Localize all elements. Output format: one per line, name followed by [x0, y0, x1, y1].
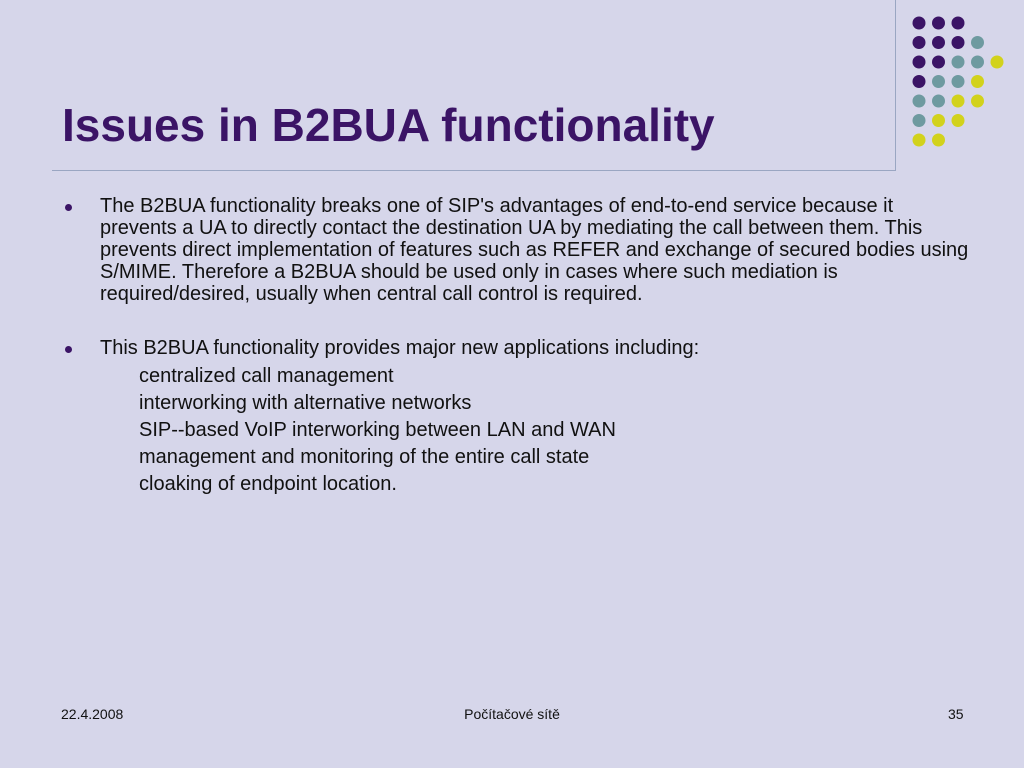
decorative-dot: [952, 114, 965, 127]
sub-list-item: centralized call management: [139, 365, 394, 387]
decorative-dot: [913, 75, 926, 88]
sub-list-item: interworking with alternative networks: [139, 392, 472, 414]
decorative-dot: [971, 75, 984, 88]
decorative-dot: [913, 114, 926, 127]
bullet-item: [60, 337, 970, 359]
decorative-dot: [932, 95, 945, 108]
vertical-divider: [895, 0, 896, 170]
bullet-icon: [65, 204, 72, 211]
decorative-dot: [952, 17, 965, 30]
sub-list-item: SIP--based VoIP interworking between LAN and WAN: [139, 419, 616, 441]
decorative-dot: [932, 134, 945, 147]
decorative-dot: [991, 56, 1004, 69]
slide-body: [60, 195, 970, 498]
page-number: 35: [948, 706, 964, 722]
decorative-dot: [913, 17, 926, 30]
decorative-dot: [971, 56, 984, 69]
decorative-dot: [932, 114, 945, 127]
decorative-dot: [932, 17, 945, 30]
bullet-icon: [65, 346, 72, 353]
decorative-dot: [913, 134, 926, 147]
decorative-dot: [913, 56, 926, 69]
bullet-item: [60, 195, 970, 305]
decorative-dot: [952, 56, 965, 69]
footer-date: 22.4.2008: [61, 706, 124, 722]
decorative-dot: [971, 95, 984, 108]
slide-title: Issues in B2BUA functionality: [62, 99, 715, 151]
decorative-dot: [971, 36, 984, 49]
sub-list-item: management and monitoring of the entire call state: [139, 446, 590, 468]
title-underline: [52, 170, 896, 171]
footer-title: Počítačové sítě: [464, 706, 560, 722]
decorative-dot: [913, 36, 926, 49]
decorative-dot: [932, 36, 945, 49]
bullet-text: This B2BUA functionality provides major new applications including:: [100, 337, 700, 359]
bullet-text: The B2BUA functionality breaks one of SIP's advantages of end-to-end service because it prevents a UA to directly contact the destination UA by mediating the call between them. This prevents direct implementation of features such as REFER and exchange of secured bodies using S/MIME. Therefore a B2BUA should be used only in cases where such mediation is required/desired, usually when central call control is required.: [100, 195, 969, 305]
decorative-dot: [952, 36, 965, 49]
decorative-dot: [932, 75, 945, 88]
sub-list-item: cloaking of endpoint location.: [139, 473, 397, 495]
decorative-dot: [913, 95, 926, 108]
decorative-dot: [952, 95, 965, 108]
decorative-dot: [932, 56, 945, 69]
decorative-dot: [952, 75, 965, 88]
